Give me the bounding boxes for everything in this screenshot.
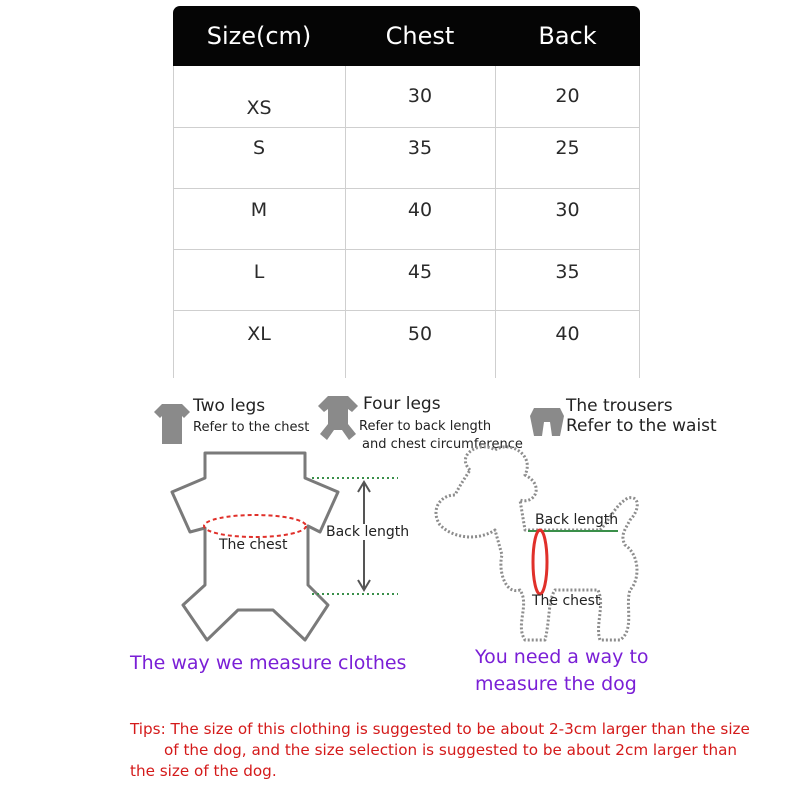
- clothes-chest-label: The chest: [219, 537, 288, 553]
- cell-chest: 50: [407, 323, 433, 345]
- chest-measure-ellipse: [204, 515, 306, 537]
- two-legs-subtitle: Refer to the chest: [193, 420, 310, 435]
- trousers-subtitle: Refer to the waist: [566, 416, 717, 436]
- dog-silhouette: [436, 447, 637, 640]
- tips-line-3: the size of the dog.: [130, 762, 277, 780]
- four-legs-suit-icon: [315, 394, 361, 442]
- cell-chest: 35: [407, 137, 433, 159]
- tips-line-1: Tips: The size of this clothing is suggested to be about 2-3cm larger than the size: [130, 720, 750, 738]
- tips-text: [130, 719, 750, 782]
- dog-chest-label: The chest: [532, 593, 601, 609]
- four-legs-title: Four legs: [363, 394, 441, 414]
- four-legs-subtitle-2: and chest circumference: [362, 437, 523, 452]
- table-header: [173, 6, 640, 66]
- dog-caption-line-2: measure the dog: [475, 673, 637, 695]
- trousers-title: The trousers: [566, 396, 673, 416]
- cell-back: 30: [555, 199, 580, 221]
- arrow-head-up: [358, 482, 370, 492]
- cell-back: 35: [555, 261, 580, 283]
- cell-size: L: [253, 261, 265, 283]
- cell-size: M: [250, 199, 268, 221]
- cell-size: S: [252, 137, 266, 159]
- cell-chest: 45: [407, 261, 433, 283]
- table-body: [173, 66, 640, 378]
- cell-chest: 40: [407, 199, 433, 221]
- dog-chest-ring: [533, 530, 547, 594]
- tips-line-2: of the dog, and the size selection is suggested to be about 2cm larger than: [164, 741, 738, 759]
- dog-caption-line-1: You need a way to: [475, 646, 649, 668]
- trousers-icon: [528, 406, 566, 442]
- cell-chest: 30: [407, 85, 433, 107]
- two-legs-title: Two legs: [193, 396, 266, 416]
- cell-size: XL: [247, 323, 271, 345]
- header-chest: Chest: [385, 22, 455, 50]
- four-legs-subtitle-1: Refer to back length: [359, 419, 492, 434]
- dog-back-length-label: Back length: [535, 512, 619, 528]
- table-row: [173, 323, 640, 392]
- cell-back: 40: [555, 323, 580, 345]
- header-size: Size(cm): [206, 22, 312, 50]
- garment-outline-shape: [172, 453, 338, 640]
- clothes-caption: The way we measure clothes: [130, 652, 407, 674]
- header-back: Back: [538, 22, 597, 50]
- cell-back: 20: [555, 85, 580, 107]
- arrow-head-down: [358, 580, 370, 590]
- two-legs-shirt-icon: [152, 402, 192, 446]
- cell-size: XS: [246, 97, 272, 119]
- cell-back: 25: [555, 137, 580, 159]
- size-table: [173, 6, 640, 378]
- clothes-back-length-label: Back length: [326, 524, 410, 540]
